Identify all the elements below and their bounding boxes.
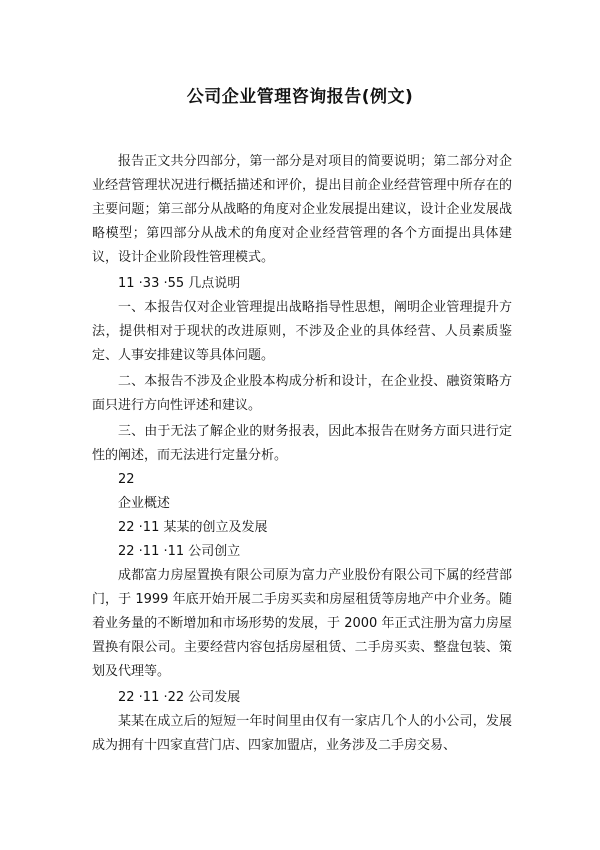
notes-paragraph-1: 一、本报告仅对企业管理提出战略指导性思想，阐明企业管理提升方法，提供相对于现状的改进原则，不涉及企业的具体经营、人员素质鉴定、人事安排建议等具体问题。 (92, 300, 512, 363)
section-heading-notes: 11 ·33 ·55 几点说明 (118, 276, 241, 291)
founding-paragraph: 成都富力房屋置换有限公司原为富力产业股份有限公司下属的经营部门，于 1999 年底开始开展二手房买卖和房屋租赁等房地产中介业务。随着业务量的不断增加和市场形势的发展，于 2000 年正式注册为富力房屋置换有限公司。主要经营内容包括房屋租赁、二手房买卖、整盘包装、策划及代理等。 (92, 568, 512, 679)
notes-paragraph-3: 三、由于无法了解企业的财务报表，因此本报告在财务方面只进行定性的阐述，而无法进行定量分析。 (92, 424, 512, 463)
sub-heading-company-development: 22 ·11 ·22 公司发展 (118, 690, 241, 705)
development-paragraph: 某某在成立后的短短一年时间里由仅有一家店几个人的小公司，发展成为拥有十四家直营门店、四家加盟店，业务涉及二手房交易、 (92, 714, 512, 753)
sub-heading-company-founding: 22 ·11 ·11 公司创立 (118, 544, 241, 559)
section-title-overview: 企业概述 (118, 496, 171, 511)
document-title: 公司企业管理咨询报告(例文) (186, 87, 414, 107)
sub-heading-founding-development: 22 ·11 某某的创立及发展 (118, 520, 268, 535)
section-number: 22 (118, 472, 135, 487)
notes-paragraph-2: 二、本报告不涉及企业股本构成分析和设计，在企业投、融资策略方面只进行方向性评述和建议。 (92, 374, 512, 413)
intro-paragraph: 报告正文共分四部分，第一部分是对项目的简要说明；第二部分对企业经营管理状况进行概括描述和评价，提出目前企业经营管理中所存在的主要问题；第三部分从战略的角度对企业发展提出建议，设计企业发展战略模型；第四部分从战术的角度对企业经营管理的各个方面提出具体建议，设计企业阶段性管理模式。 (92, 154, 512, 265)
